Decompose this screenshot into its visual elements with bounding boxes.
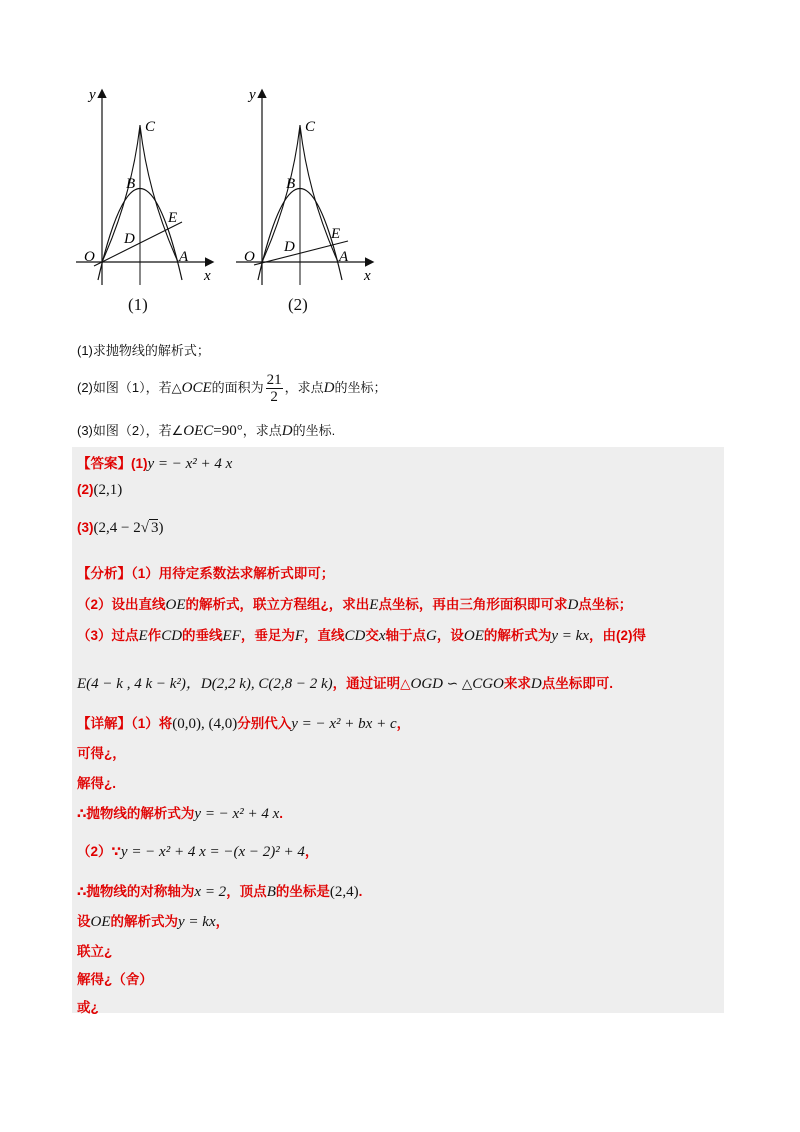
label-e: E	[331, 226, 341, 242]
label-c: C	[305, 119, 316, 135]
math-d: D	[567, 597, 579, 613]
analysis-label: 【分析】	[77, 566, 131, 581]
detail-text: 的坐标是	[275, 884, 330, 899]
detail-text: ∴抛物线的对称轴为	[77, 884, 195, 899]
q2-text: ，求点	[284, 379, 324, 395]
q2-text: 的面积为	[211, 379, 264, 395]
math-oe: OE	[463, 628, 484, 644]
q2-text: 的坐标；	[334, 379, 387, 395]
q3-text: (3)如图（2），若∠	[77, 423, 184, 438]
detail-text: ，顶点	[226, 884, 267, 899]
q3-text: ，求点	[242, 423, 282, 438]
label-y: y	[249, 87, 256, 103]
math-ogd: OGD	[410, 676, 444, 692]
answer-3-expr-end: )	[158, 520, 164, 536]
label-e: E	[168, 210, 178, 226]
analysis-text: 点坐标；	[578, 597, 633, 612]
answer-3-sqrt: 3	[150, 520, 159, 536]
label-d: D	[284, 239, 295, 255]
math-g: G	[426, 628, 437, 644]
detail-line-8: 联立¿	[77, 944, 113, 959]
q3-text: 的坐标.	[292, 423, 336, 438]
math-e: E	[369, 597, 379, 613]
answer-tag-3: (3)	[77, 520, 94, 535]
analysis-line-1	[77, 562, 334, 582]
detail-text: ，	[396, 716, 411, 731]
question-2	[77, 372, 387, 405]
analysis-line-4	[77, 672, 613, 693]
math-d: D	[530, 676, 542, 692]
math-oe: OE	[165, 597, 186, 613]
analysis-text: 的解析式，联立方程组¿，求出	[185, 597, 370, 612]
q3-d: D	[281, 423, 293, 439]
analysis-line-3	[77, 624, 646, 645]
detail-line-6	[77, 880, 362, 901]
detail-line-1	[77, 712, 410, 733]
detail-line-4	[77, 802, 283, 823]
answer-tag-1: (1)	[131, 456, 148, 471]
math-x: x	[378, 628, 386, 644]
detail-text: （2）∵	[77, 844, 121, 859]
detail-text: ∴抛物线的解析式为	[77, 806, 195, 821]
answer-label: 【答案】	[77, 456, 131, 471]
question-3	[77, 420, 335, 440]
analysis-text: ，通过证明△	[332, 676, 411, 691]
detail-line-5	[77, 840, 318, 861]
analysis-text: ，直线	[304, 628, 345, 643]
math-vertex-form: y = − x² + 4 x = −(x − 2)² + 4	[120, 844, 305, 860]
answer-line-3: (3)(2,4 − 2√ 3)	[77, 520, 164, 536]
q2-text: (2)如图（1），若△	[77, 379, 182, 395]
math-axis: x = 2	[194, 884, 227, 900]
analysis-text: 的解析式为	[483, 628, 552, 643]
label-a: A	[179, 249, 189, 265]
detail-line-7	[77, 910, 229, 931]
label-d: D	[124, 231, 135, 247]
analysis-text: 点坐标即可.	[541, 676, 613, 691]
analysis-p1: （1）用待定系数法求解析式即可；	[131, 566, 335, 581]
analysis-text: 点坐标，再由三角形面积即可求	[378, 597, 568, 612]
detail-line-3: 解得¿.	[77, 776, 116, 791]
q3-oec: OEC	[183, 423, 214, 439]
label-o: O	[84, 249, 95, 265]
figure-group	[72, 85, 392, 325]
detail-text: .	[279, 806, 284, 821]
math-cd: CD	[344, 628, 366, 644]
q2-d: D	[323, 379, 335, 396]
figure-1-caption: (1)	[128, 295, 148, 314]
detail-line-2: 可得¿，	[77, 746, 126, 761]
analysis-text: 来求	[503, 676, 531, 691]
analysis-text: 作	[147, 628, 162, 643]
math-ykx: y = kx	[178, 914, 216, 930]
fraction-numerator: 21	[266, 372, 282, 388]
answer-line-1	[77, 452, 232, 473]
detail-text: （1）将	[131, 716, 173, 731]
analysis-text: ，设	[436, 628, 464, 643]
detail-line-10: 或¿	[77, 1000, 99, 1015]
analysis-text: （2）设出直线	[77, 597, 166, 612]
analysis-text: 轴于点	[385, 628, 427, 643]
label-b: B	[286, 176, 296, 192]
detail-text: 设	[77, 914, 91, 929]
answer-1-expr: y = − x² + 4 x	[147, 456, 233, 472]
math-cgo: CGO	[472, 676, 504, 692]
label-x: x	[364, 268, 371, 284]
label-o: O	[244, 249, 255, 265]
detail-label: 【详解】	[77, 716, 131, 731]
figure-1	[72, 85, 222, 314]
q3-eq: =90°	[213, 423, 243, 439]
answer-3-expr: (2,4 − 2	[93, 520, 141, 536]
detail-text: 分别代入	[237, 716, 292, 731]
detail-line-9: 解得¿（舍）	[77, 972, 153, 987]
math-parabola: y = − x² + bx + c	[291, 716, 397, 732]
analysis-text: 交	[365, 628, 379, 643]
math-ef: EF	[222, 628, 241, 644]
question-1: (1)求抛物线的解析式；	[77, 343, 210, 358]
analysis-text: 的垂线	[182, 628, 223, 643]
answer-line-2	[77, 482, 122, 499]
math-oe: OE	[90, 914, 111, 930]
analysis-line-2	[77, 593, 632, 614]
math-coords: E(4 − k , 4 k − k²)，D(2,2 k), C(2,8 − 2 k)	[77, 676, 333, 692]
label-b: B	[126, 176, 136, 192]
fraction-denominator: 2	[270, 389, 278, 405]
detail-text: ，	[215, 914, 230, 929]
label-c: C	[145, 119, 156, 135]
answer-tag-2: (2)	[77, 482, 94, 497]
label-y: y	[89, 87, 96, 103]
fraction-21-2	[266, 372, 283, 405]
analysis-text: （3）过点	[77, 628, 139, 643]
similar-symbol: ∽ △	[443, 676, 473, 691]
detail-text: .	[358, 884, 363, 899]
math-b: B	[266, 884, 276, 900]
figure-2-graph	[232, 85, 382, 295]
analysis-text: ，由(2)得	[589, 628, 646, 643]
figure-2-caption: (2)	[288, 295, 308, 314]
figure-2	[232, 85, 382, 314]
detail-text: 的解析式为	[110, 914, 178, 929]
label-a: A	[339, 249, 349, 265]
math-ykx: y = kx	[551, 628, 589, 644]
figure-1-graph	[72, 85, 222, 295]
q2-oce: OCE	[181, 379, 212, 396]
detail-text: ，	[304, 844, 319, 859]
label-x: x	[204, 268, 211, 284]
math-parabola: y = − x² + 4 x	[194, 806, 280, 822]
math-e: E	[138, 628, 148, 644]
math-cd: CD	[161, 628, 183, 644]
math-f: F	[294, 628, 305, 644]
analysis-text: ，垂足为	[240, 628, 295, 643]
math-vertex: (2,4)	[329, 884, 359, 900]
answer-2-expr: (2,1)	[93, 482, 123, 498]
math-points: (0,0), (4,0)	[172, 716, 238, 732]
